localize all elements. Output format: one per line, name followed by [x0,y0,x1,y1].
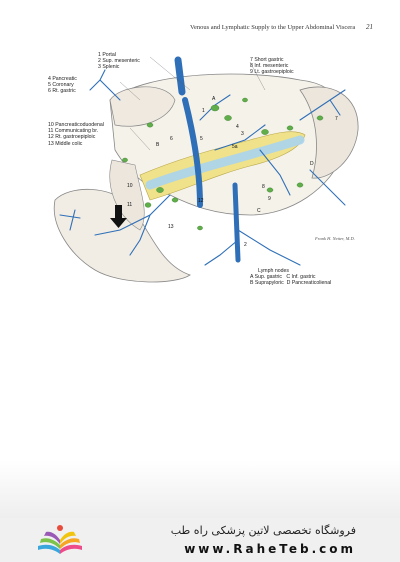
label-lt-gastroepiploic: 9 Lt. gastroepiploic [250,69,294,76]
lymph-nodes-title: Lymph nodes [258,268,289,274]
lymph-nodes-legend [250,268,331,287]
marker-a: A [212,96,216,102]
lymph-a: A Sup. gastric [250,274,283,281]
lymph-d: D Pancreaticolienal [286,280,332,287]
site-url-link[interactable]: www.RaheTeb.com [184,542,356,556]
marker-c: C [257,208,261,214]
footer-banner [0,518,400,562]
label-portal: 1 Portal [98,52,116,58]
marker-13: 13 [168,224,174,230]
marker-d: D [310,161,314,167]
label-sup-mesenteric: 2 Sup. mesenteric [98,58,140,65]
label-pancreatic: 4 Pancreatic [48,76,77,82]
lymph-c: C Inf. gastric [286,274,316,281]
marker-2: 2 [244,242,247,248]
lymph-row-2 [250,280,331,286]
lymph-b: B Suprapyloric [250,280,284,287]
open-book-logo-icon [36,522,84,556]
footer-fade [0,460,400,518]
label-short-gastric: 7 Short gastric [250,57,284,63]
legend-left-lower [48,122,104,147]
label-splenic: 3 Splenic [98,64,120,71]
label-rt-gastric: 6 Rt. gastric [48,88,76,95]
marker-3: 3 [241,131,244,137]
marker-8: 8 [262,184,265,190]
label-middle-colic: 13 Middle colic [48,140,83,147]
label-inf-mesenteric: 8 Inf. mesenteric [250,63,289,70]
running-title: Venous and Lymphatic Supply to the Upper Abdominal Viscera [190,24,356,31]
marker-7: 7 [335,116,338,122]
page-number: 21 [366,23,373,31]
superior-mesenteric-vein [235,185,238,260]
marker-b: B [156,142,160,148]
marker-6: 6 [170,136,173,142]
legend-top-center [98,52,140,71]
marker-5: 5 [200,136,203,142]
marker-10: 10 [127,183,133,189]
label-pancreaticoduodenal: 10 Pancreaticoduodenal [48,122,104,128]
artist-signature: Frank H. Netter, M.D. [315,236,355,241]
marker-1: 1 [202,108,205,114]
marker-5a: 5a [232,144,238,150]
label-coronary: 5 Coronary [48,82,74,89]
marker-9: 9 [268,196,271,202]
marker-4: 4 [236,124,239,130]
legend-left-upper [48,76,77,95]
shop-name: فروشگاه تخصصی لاتین پزشکی راه طب [170,524,356,537]
marker-11: 11 [127,202,133,208]
inferior-vena-cava [178,60,182,92]
legend-top-right [250,57,294,76]
marker-12: 12 [198,198,204,204]
label-rt-gastroepiploic: 12 Rt. gastroepiploic [48,134,96,141]
label-communicating-br: 11 Communicating br. [48,128,99,135]
